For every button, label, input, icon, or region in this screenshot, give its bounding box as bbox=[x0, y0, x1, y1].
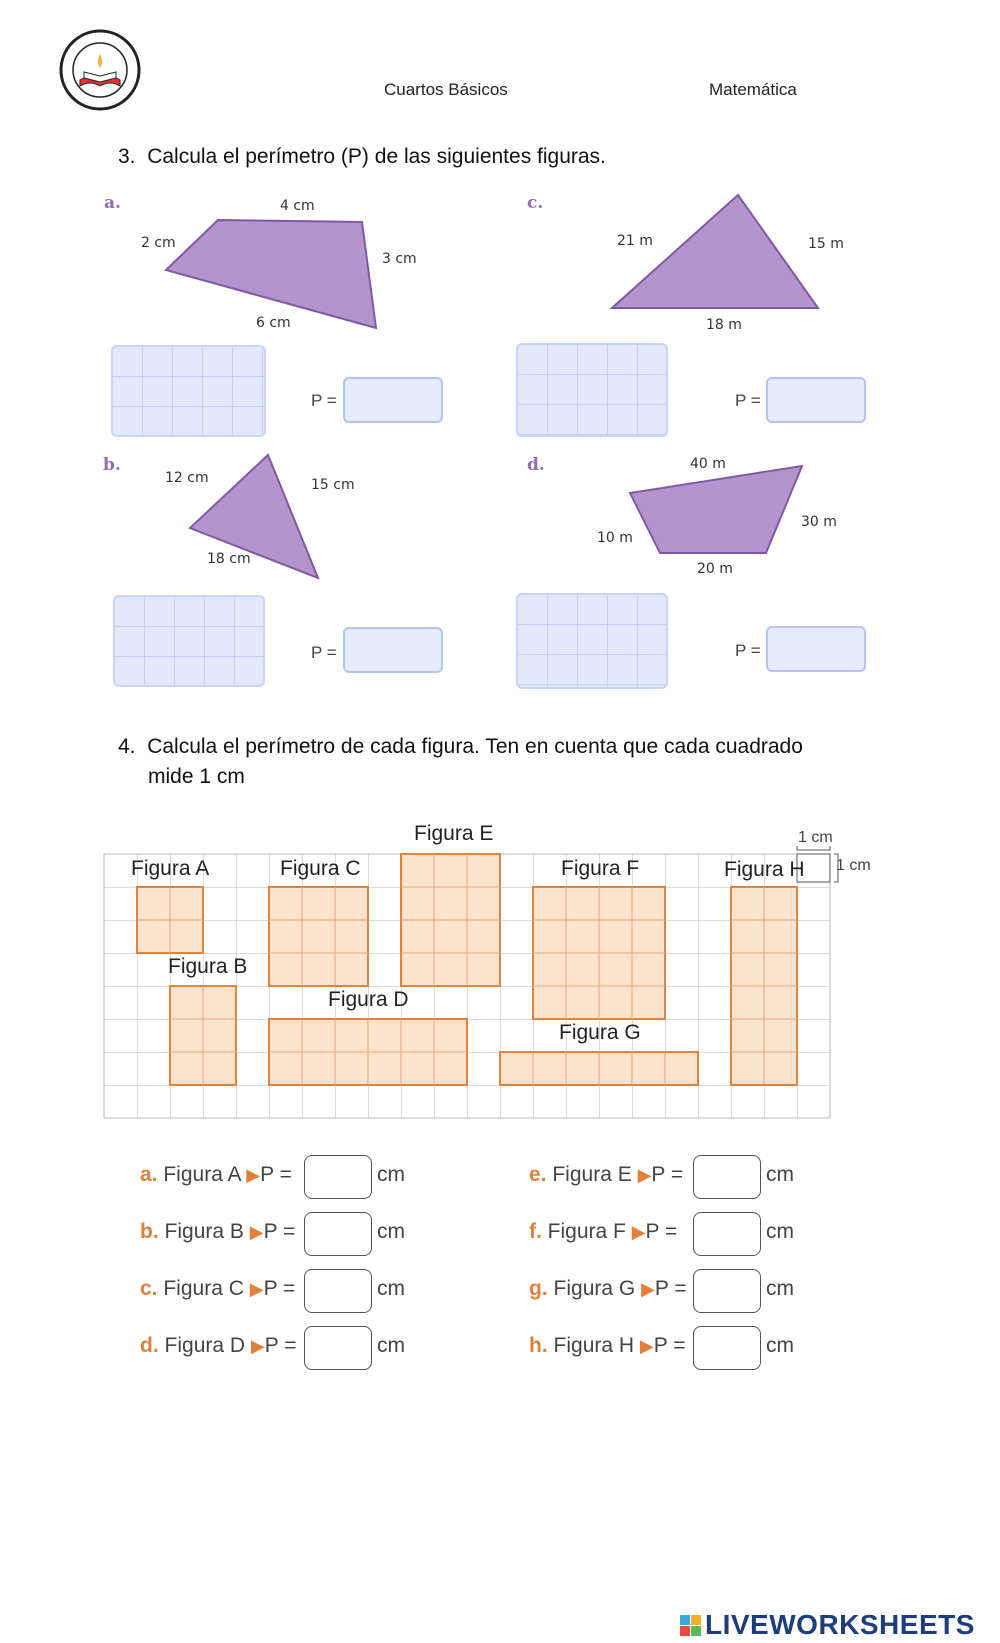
liveworksheets-logo bbox=[680, 1609, 975, 1641]
answer-row-b bbox=[140, 1220, 295, 1244]
answer-b-input[interactable] bbox=[304, 1212, 372, 1256]
answer-row-a bbox=[140, 1163, 292, 1187]
answer-b-figure: Figura B bbox=[164, 1220, 244, 1243]
answer-e-letter: e. bbox=[529, 1163, 547, 1186]
question-3-text: Calcula el perímetro (P) de las siguientes figuras. bbox=[147, 145, 606, 168]
answer-e-p: P = bbox=[651, 1163, 684, 1186]
scale-vertical-label: 1 cm bbox=[836, 857, 871, 874]
fig-a-side-left: 2 cm bbox=[141, 235, 176, 251]
figure-b-label: Figura B bbox=[168, 955, 248, 978]
answer-a-unit: cm bbox=[377, 1163, 405, 1186]
arrow-right-icon: ▶ bbox=[249, 1222, 264, 1242]
arrow-right-icon: ▶ bbox=[631, 1222, 646, 1242]
fig-a-side-bottom: 6 cm bbox=[256, 315, 291, 331]
answer-row-e bbox=[529, 1163, 683, 1187]
answer-e-unit: cm bbox=[766, 1163, 794, 1186]
answer-row-h bbox=[529, 1334, 685, 1358]
answer-h-p: P = bbox=[653, 1334, 686, 1357]
scale-horizontal-label: 1 cm bbox=[798, 829, 833, 846]
fig-b-side-right: 15 cm bbox=[311, 477, 355, 493]
figure-a-label: Figura A bbox=[131, 857, 210, 880]
answer-e-figure: Figura E bbox=[552, 1163, 632, 1186]
answer-c-input[interactable] bbox=[304, 1269, 372, 1313]
subject-label: Matemática bbox=[709, 80, 797, 99]
figure-g-label: Figura G bbox=[559, 1021, 641, 1044]
fig-b-letter: b. bbox=[103, 455, 121, 475]
answer-d-input[interactable] bbox=[304, 1326, 372, 1370]
figure-c-label: Figura C bbox=[280, 857, 361, 880]
fig-a-side-right: 3 cm bbox=[382, 251, 417, 267]
answer-b-unit: cm bbox=[377, 1220, 405, 1243]
answer-a-p: P = bbox=[260, 1163, 292, 1186]
answer-g-unit: cm bbox=[766, 1277, 794, 1300]
question-3-number: 3. bbox=[118, 145, 136, 168]
answer-h-unit: cm bbox=[766, 1334, 794, 1357]
answer-c-letter: c. bbox=[140, 1277, 158, 1300]
fig-d-p-label: P = bbox=[735, 641, 761, 660]
answer-h-figure: Figura H bbox=[553, 1334, 635, 1357]
answer-a-input[interactable] bbox=[304, 1155, 372, 1199]
fig-a-side-top: 4 cm bbox=[280, 198, 315, 214]
answer-b-letter: b. bbox=[140, 1220, 159, 1243]
fig-a-letter: a. bbox=[104, 193, 121, 213]
arrow-right-icon: ▶ bbox=[641, 1279, 655, 1299]
question-4-text-line1: Calcula el perímetro de cada figura. Ten en cuenta que cada cuadrado bbox=[147, 735, 803, 758]
answer-g-input[interactable] bbox=[693, 1269, 761, 1313]
answer-c-unit: cm bbox=[377, 1277, 405, 1300]
fig-c-side-bottom: 18 m bbox=[706, 317, 742, 333]
fig-a-p-label: P = bbox=[311, 391, 337, 410]
answer-f-input[interactable] bbox=[693, 1212, 761, 1256]
figure-e-label: Figura E bbox=[414, 822, 494, 845]
answer-d-letter: d. bbox=[140, 1334, 159, 1357]
answer-g-letter: g. bbox=[529, 1277, 548, 1300]
fig-d-side-right: 30 m bbox=[801, 514, 837, 530]
answer-g-figure: Figura G bbox=[553, 1277, 636, 1300]
answer-row-f bbox=[529, 1220, 677, 1244]
fig-c-p-label: P = bbox=[735, 391, 761, 410]
answer-row-d bbox=[140, 1334, 296, 1358]
answer-c-figure: Figura C bbox=[163, 1277, 244, 1300]
answer-row-g bbox=[529, 1277, 687, 1301]
question-4-number: 4. bbox=[118, 735, 136, 758]
answer-a-figure: Figura A bbox=[163, 1163, 241, 1186]
fig-d-side-bottom: 20 m bbox=[697, 561, 733, 577]
fig-c-side-left: 21 m bbox=[617, 233, 653, 249]
liveworksheets-icon bbox=[680, 1615, 701, 1636]
arrow-right-icon: ▶ bbox=[249, 1279, 264, 1299]
figure-f-label: Figura F bbox=[561, 857, 640, 880]
fig-b-side-bottom: 18 cm bbox=[207, 551, 251, 567]
answer-h-letter: h. bbox=[529, 1334, 548, 1357]
question-4-text-line2: mide 1 cm bbox=[148, 765, 245, 788]
arrow-right-icon: ▶ bbox=[639, 1336, 654, 1356]
answer-c-p: P = bbox=[263, 1277, 296, 1300]
answer-g-p: P = bbox=[654, 1277, 687, 1300]
answer-h-input[interactable] bbox=[693, 1326, 761, 1370]
fig-d-side-left: 10 m bbox=[597, 530, 633, 546]
liveworksheets-brand: LIVEWORKSHEETS bbox=[705, 1609, 975, 1640]
fig-c-side-right: 15 m bbox=[808, 236, 844, 252]
fig-b-p-label: P = bbox=[311, 643, 337, 662]
arrow-right-icon: ▶ bbox=[250, 1336, 265, 1356]
fig-d-side-top: 40 m bbox=[690, 456, 726, 472]
answer-f-figure: Figura F bbox=[547, 1220, 626, 1243]
answer-f-unit: cm bbox=[766, 1220, 794, 1243]
answer-row-c bbox=[140, 1277, 295, 1301]
arrow-right-icon: ▶ bbox=[637, 1165, 652, 1185]
answer-a-letter: a. bbox=[140, 1163, 158, 1186]
answer-b-p: P = bbox=[263, 1220, 296, 1243]
answer-e-input[interactable] bbox=[693, 1155, 761, 1199]
answer-d-p: P = bbox=[264, 1334, 297, 1357]
figure-d-label: Figura D bbox=[328, 988, 409, 1011]
fig-d-letter: d. bbox=[527, 455, 545, 475]
answer-f-p: P = bbox=[645, 1220, 678, 1243]
answer-d-figure: Figura D bbox=[164, 1334, 246, 1357]
fig-c-letter: c. bbox=[527, 193, 544, 213]
answer-d-unit: cm bbox=[377, 1334, 405, 1357]
answer-f-letter: f. bbox=[529, 1220, 542, 1243]
fig-b-side-left: 12 cm bbox=[165, 470, 209, 486]
arrow-right-icon: ▶ bbox=[246, 1165, 261, 1185]
course-label: Cuartos Básicos bbox=[384, 80, 508, 99]
figure-h-label: Figura H bbox=[724, 858, 805, 881]
